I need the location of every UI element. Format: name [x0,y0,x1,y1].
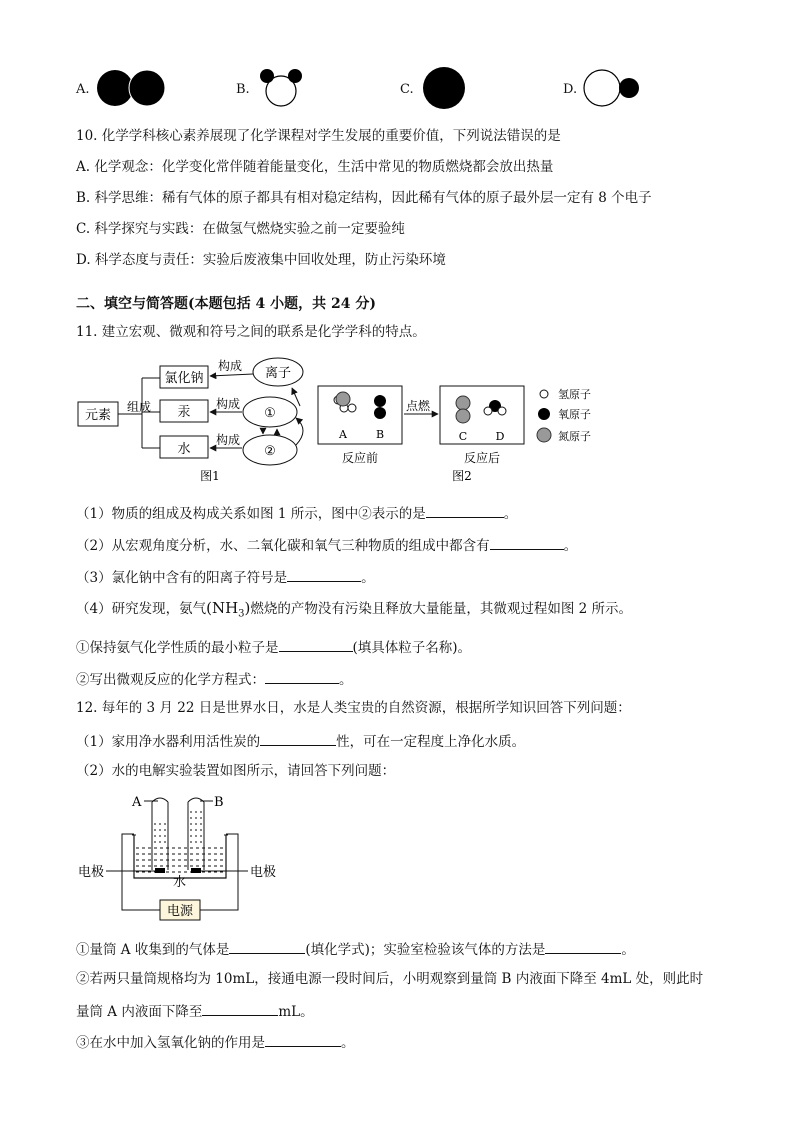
q10-option-a: A. 化学观念：化学变化常伴随着能量变化，生活中常见的物质燃烧都会放出热量 [76,159,554,175]
option-c-figure [420,66,468,110]
fig1-nacl: 氯化钠 [164,371,204,386]
fig2-label-a: A [339,428,347,441]
answer-blank[interactable] [490,536,564,550]
figure-1 [78,358,303,483]
option-a-label: A. [76,82,90,97]
fig1-build-label-3: 构成 [216,433,241,447]
fig2-caption: 图2 [452,469,472,483]
fig2-label-c: C [458,430,468,443]
q10-stem: 10. 化学学科核心素养展现了化学课程对学生发展的重要价值，下列说法错误的是 [76,128,561,144]
fig1-circle-1: ① [264,406,276,421]
q11-figures [70,350,630,488]
option-b-label: B. [236,82,250,97]
q12-sub-2-line1: ②若两只量筒规格均为 10mL，接通电源一段时间后，小明观察到量筒 B 内液面下降至 4mL 处，则此时 [76,971,704,987]
q11-part-1: （1）物质的组成及构成关系如图 1 所示，图中②表示的是 。 [76,506,518,522]
answer-blank[interactable] [229,940,305,954]
fig2-before: 反应前 [341,451,379,465]
fig2-legend-o: 氧原子 [558,408,591,421]
q12-sub-1: ①量筒 A 收集到的气体是 (填化学式)；实验室检验该气体的方法是 。 [76,942,635,958]
fig1-hg: 汞 [177,405,191,420]
option-d-label: D. [563,82,578,97]
q11-stem: 11. 建立宏观、微观和符号之间的联系是化学学科的特点。 [76,324,426,340]
answer-blank[interactable] [279,638,353,652]
fig1-compose-label: 组成 [127,400,152,414]
q11-sub-1: ①保持氨气化学性质的最小粒子是 (填具体粒子名称)。 [76,640,472,656]
fig2-legend-n: 氮原子 [558,430,591,443]
fig1-build-label-1: 构成 [218,359,243,373]
figure-2 [318,386,591,483]
apparatus-electrode-right: 电极 [250,865,277,880]
fig1-water: 水 [177,442,191,457]
answer-blank[interactable] [426,504,504,518]
q12-part-2: （2）水的电解实验装置如图所示，请回答下列问题： [76,763,396,779]
q12-stem: 12. 每年的 3 月 22 日是世界水日，水是人类宝贵的自然资源，根据所学知识回答下列问题： [76,700,631,716]
option-c-label: C. [400,82,414,97]
option-d-figure [582,68,644,108]
fig1-circle-2: ② [264,444,276,459]
q12-part-1: （1）家用净水器利用活性炭的 性，可在一定程度上净化水质。 [76,734,526,750]
section-title: 二、填空与简答题(本题包括 4 小题，共 24 分) [76,296,376,312]
q10-option-d: D. 科学态度与责任：实验后废液集中回收处理，防止污染环境 [76,252,446,268]
option-b-figure [256,66,306,108]
apparatus-power: 电源 [166,904,194,919]
fig2-legend-h: 氢原子 [558,388,591,401]
apparatus-electrode-left: 电极 [78,865,105,880]
answer-blank[interactable] [545,940,621,954]
q11-part-2: （2）从宏观角度分析，水、二氧化碳和氧气三种物质的组成中都含有 。 [76,538,578,554]
answer-blank[interactable] [265,670,339,684]
fig1-ion: 离子 [264,366,292,381]
fig1-element: 元素 [84,408,112,423]
fig1-caption: 图1 [200,469,220,483]
apparatus-label-a: A [132,795,142,810]
answer-blank[interactable] [260,732,336,746]
option-a-figure [96,68,170,108]
q12-sub-3: ③在水中加入氢氧化钠的作用是 。 [76,1035,355,1051]
answer-blank[interactable] [202,1002,278,1016]
q10-option-c: C. 科学探究与实践：在做氢气燃烧实验之前一定要验纯 [76,221,405,237]
fig2-ignite: 点燃 [405,399,431,413]
q11-sub-2: ②写出微观反应的化学方程式： 。 [76,672,353,688]
electrolysis-apparatus [76,790,296,925]
answer-blank[interactable] [287,568,361,582]
q12-sub-2-line2: 量筒 A 内液面下降至 mL。 [76,1004,314,1020]
q10-option-b: B. 科学思维：稀有气体的原子都具有相对稳定结构，因此稀有气体的原子最外层一定有 8 个电子 [76,190,652,206]
fig2-after: 反应后 [463,451,501,465]
apparatus-water: 水 [173,875,187,890]
answer-blank[interactable] [265,1033,341,1047]
fig2-label-d: D [495,430,505,443]
fig2-label-b: B [375,428,385,441]
fig1-build-label-2: 构成 [216,397,241,411]
apparatus-label-b: B [214,795,224,810]
q11-part-3: （3）氯化钠中含有的阳离子符号是 。 [76,570,375,586]
q11-part-4: （4）研究发现，氨气$(NH_3)$燃烧的产物没有污染且释放大量能量，其微观过程如图 2 所示。 [76,599,633,620]
